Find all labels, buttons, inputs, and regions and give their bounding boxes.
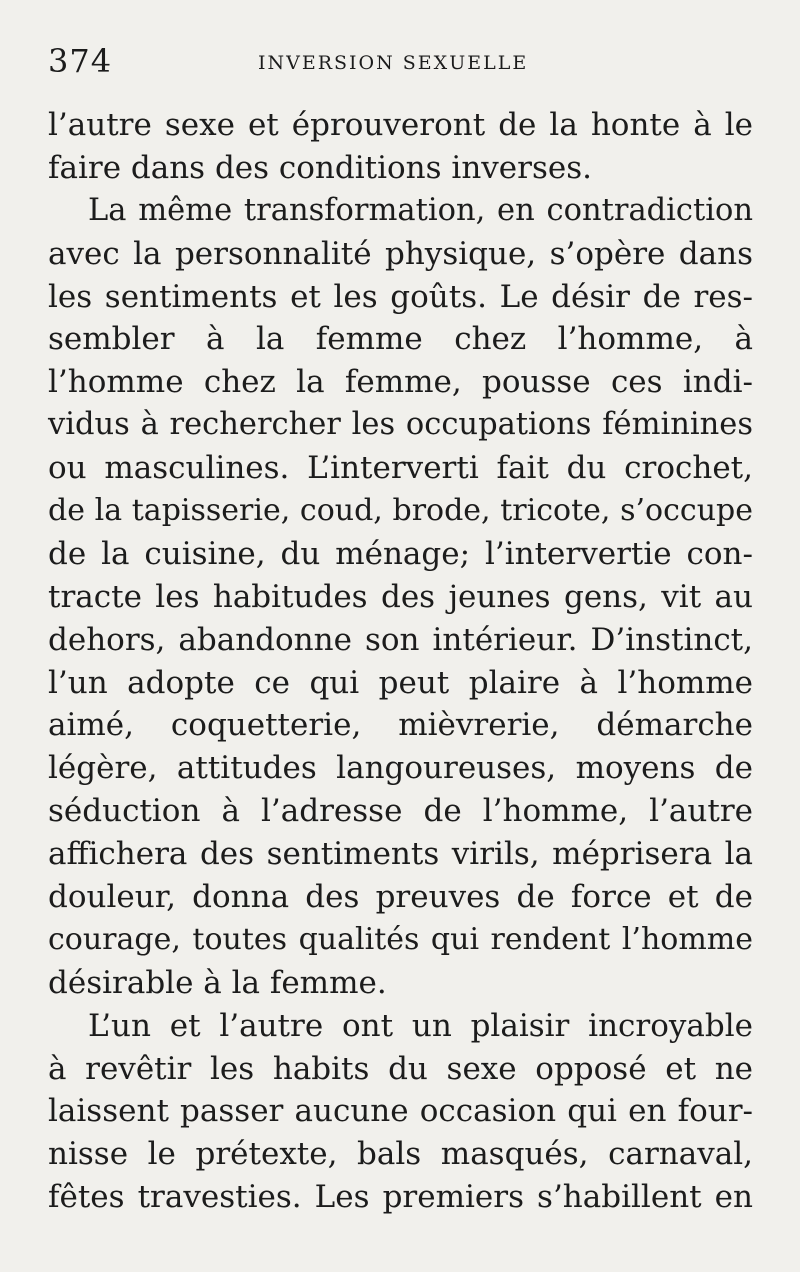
text-line: l’autre sexe et éprouveront de la honte à le [48, 107, 753, 143]
text-line: de la cuisine, du ménage; l’intervertie con- [48, 535, 753, 572]
text-line: à revêtir les habits du sexe opposé et ne [48, 1050, 753, 1087]
text-line: ou masculines. L’interverti fait du crochet, [48, 450, 753, 487]
text-line: L’un et l’autre ont un plaisir incroyable [88, 1007, 753, 1044]
text-line: avec la personnalité physique, s’opère dans [48, 235, 753, 272]
text-line: dehors, abandonne son intérieur. D’instinct, [48, 621, 753, 658]
text-line: courage, toutes qualités qui rendent l’homme [48, 921, 753, 957]
text-line: tracte les habitudes des jeunes gens, vit au [48, 578, 753, 615]
body-text [48, 104, 753, 1219]
text-line: sembler à la femme chez l’homme, à [48, 321, 753, 358]
text-line: vidus à rechercher les occupations féminines [48, 407, 753, 443]
text-line: nisse le prétexte, bals masqués, carnaval, [48, 1136, 753, 1173]
text-line: aimé, coquetterie, mièvrerie, démarche [48, 707, 753, 744]
text-line: les sentiments et les goûts. Le désir de res- [48, 278, 753, 315]
text-line: La même transformation, en contradiction [88, 192, 753, 228]
text-line: séduction à l’adresse de l’homme, l’autre [48, 793, 753, 830]
text-line: de la tapisserie, coud, brode, tricote, s’occupe [48, 493, 753, 529]
text-line: affichera des sentiments virils, méprisera la [48, 836, 753, 873]
text-line: douleur, donna des preuves de force et de [48, 879, 753, 916]
text-line: légère, attitudes langoureuses, moyens de [48, 750, 753, 787]
text-line: l’homme chez la femme, pousse ces indi- [48, 364, 753, 401]
text-line: désirable à la femme. [48, 964, 387, 1001]
page-number: 374 [48, 42, 113, 80]
text-line: laissent passer aucune occasion qui en four- [48, 1093, 753, 1130]
text-line: l’un adopte ce qui peut plaire à l’homme [48, 664, 753, 701]
page-header [48, 42, 752, 86]
text-line: fêtes travesties. Les premiers s’habillent en [48, 1179, 753, 1216]
running-title: INVERSION SEXUELLE [258, 52, 529, 74]
text-line: faire dans des conditions inverses. [48, 149, 592, 186]
